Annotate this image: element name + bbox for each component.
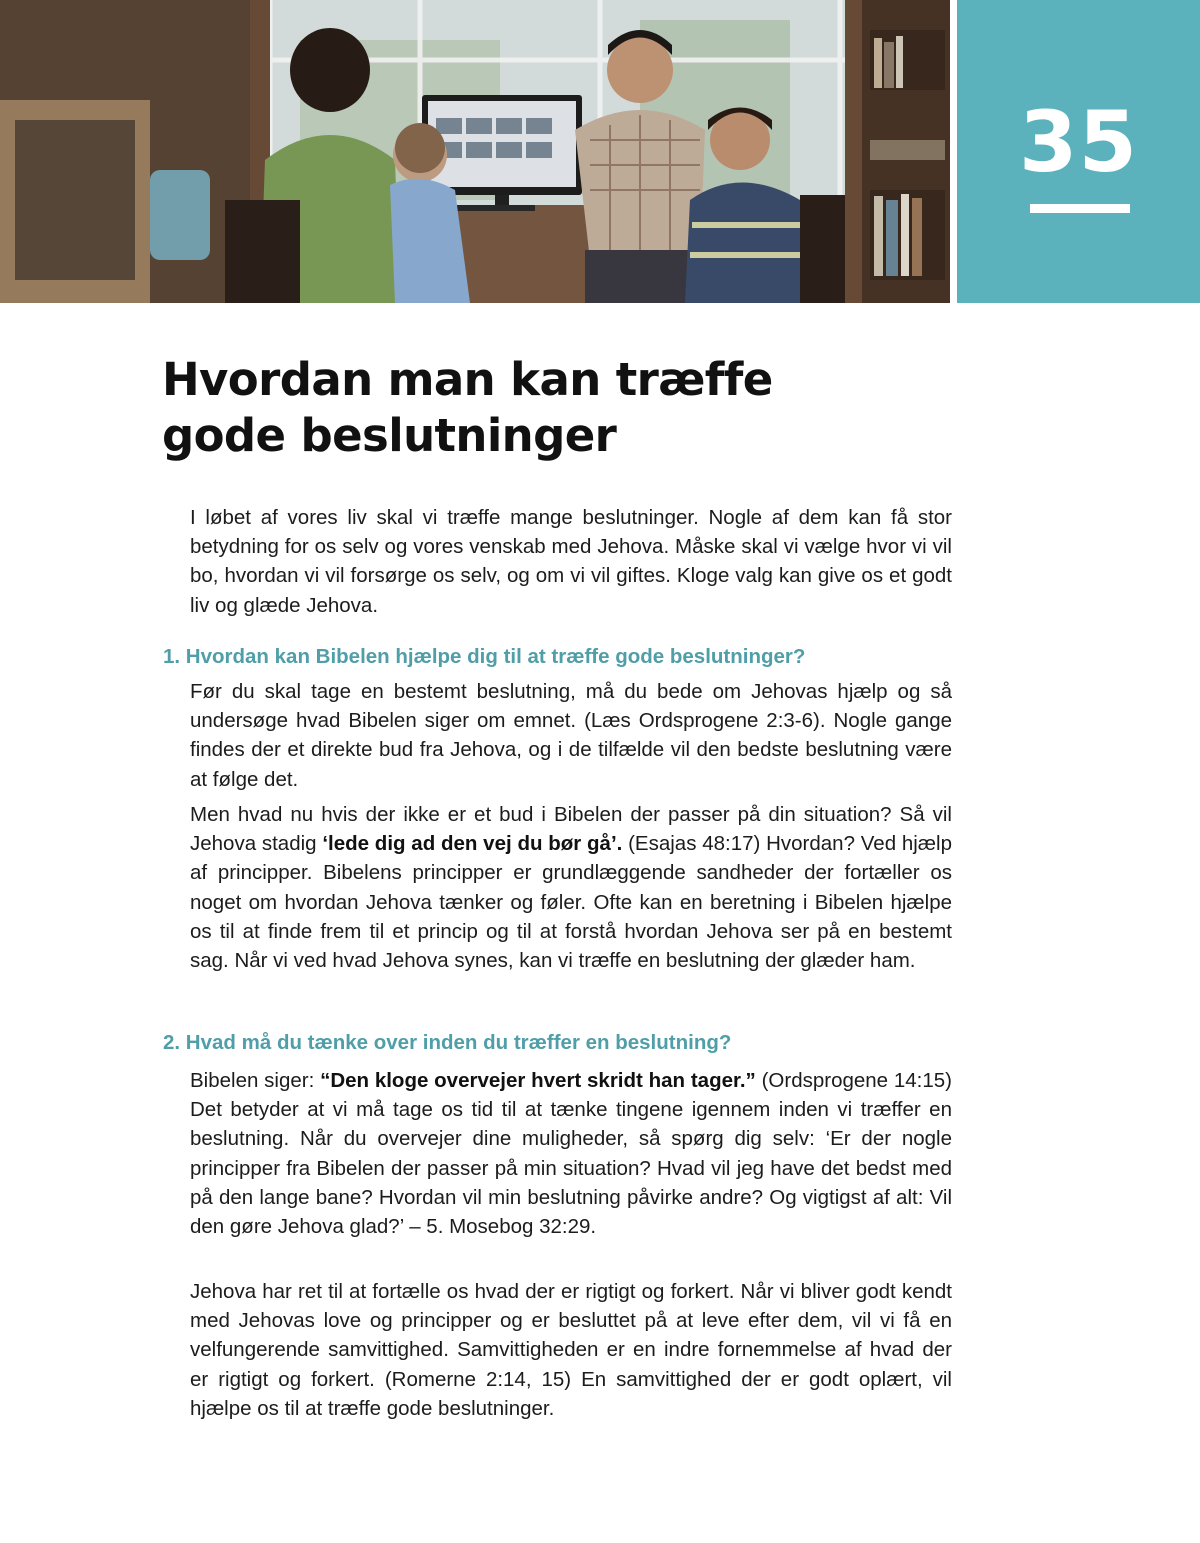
section-2-p1-quote: “Den kloge overvejer hvert skridt han tager.” [320,1069,756,1092]
section-1-p2-text-b: (Esajas 48:17) Hvordan? Ved hjælp af principper. Bibelens principper er grundlæggende sandheder der fortæller os noget om hvordan Jehova tænker og føler. Ofte kan en beretning i Bibelen hjælpe os til at finde frem til et princip og til at forstå hvordan Jehova ser på en bestemt sag. Når vi ved hvad Jehova synes, kan vi træffe en beslutning der glæder ham. [190,832,952,973]
section-2-paragraph-2: Jehova har ret til at fortælle os hvad der er rigtigt og forkert. Når vi bliver godt kendt med Jehovas love og principper og er besluttet på at leve efter dem, vil vi få en velfungerende samvittighed. Samvittigheden er en indre fornemmelse af hvad der er rigtigt og forkert. (Romerne 2:14, 15) En samvittighed der er godt oplært, vil hjælpe os til at træffe gode beslutninger. [190,1280,952,1420]
section-2-paragraph-1 [190,1066,952,1241]
question-1-heading: 1. Hvordan kan Bibelen hjælpe dig til at træffe gode beslutninger? [163,645,806,668]
title-line-2: gode beslutninger [162,409,617,462]
section-1-paragraph-2 [190,800,952,975]
section-1-paragraph-1: Før du skal tage en bestemt beslutning, må du bede om Jehovas hjælp og så undersøge hvad Bibelen siger om emnet. (Læs Ordsprogene 2:3-6). Nogle gange findes der et direkte bud fra Jehova, og i de tilfælde vil den bedste beslutning være at følge det. [190,680,952,791]
page-title [162,352,922,464]
header-photo [0,0,950,303]
question-2-heading: 2. Hvad må du tænke over inden du træffer en beslutning? [163,1031,732,1054]
chapter-rule [1030,204,1130,213]
section-2-p1-text-a: Bibelen siger: [190,1069,321,1092]
intro-paragraph: I løbet af vores liv skal vi træffe mange beslutninger. Nogle af dem kan få stor betydning for os selv og vores venskab med Jehova. Måske skal vi vælge hvor vi vil bo, hvordan vi vil forsørge os selv, og om vi vil giftes. Kloge valg kan give os et godt liv og glæde Jehova. [190,506,952,617]
section-1-p2-quote: ‘lede dig ad den vej du bør gå’. [322,832,623,856]
section-2-p1-text-b: (Ordsprogene 14:15) Det betyder at vi må tage os tid til at tænke tingene igennem inden vi træffer en beslutning. Når du overvejer dine muligheder, så spørg dig selv: ‘Er der nogle principper fra Bibelen der passer på min situation? Hvad vil jeg have det bedst med på den lange bane? Hvordan vil min beslutning påvirke andre? Og vigtigst af alt: Vil den gøre Jehova glad?’ – 5. Mosebog 32:29. [190,1069,952,1239]
title-line-1: Hvordan man kan træffe [162,353,773,406]
chapter-number: 35 [1019,93,1138,191]
chapter-badge [957,0,1200,303]
section-1-p2-text-a: Men hvad nu hvis der ikke er et bud i Bibelen der passer på din situation? Så vil Jehova stadig [190,803,952,856]
